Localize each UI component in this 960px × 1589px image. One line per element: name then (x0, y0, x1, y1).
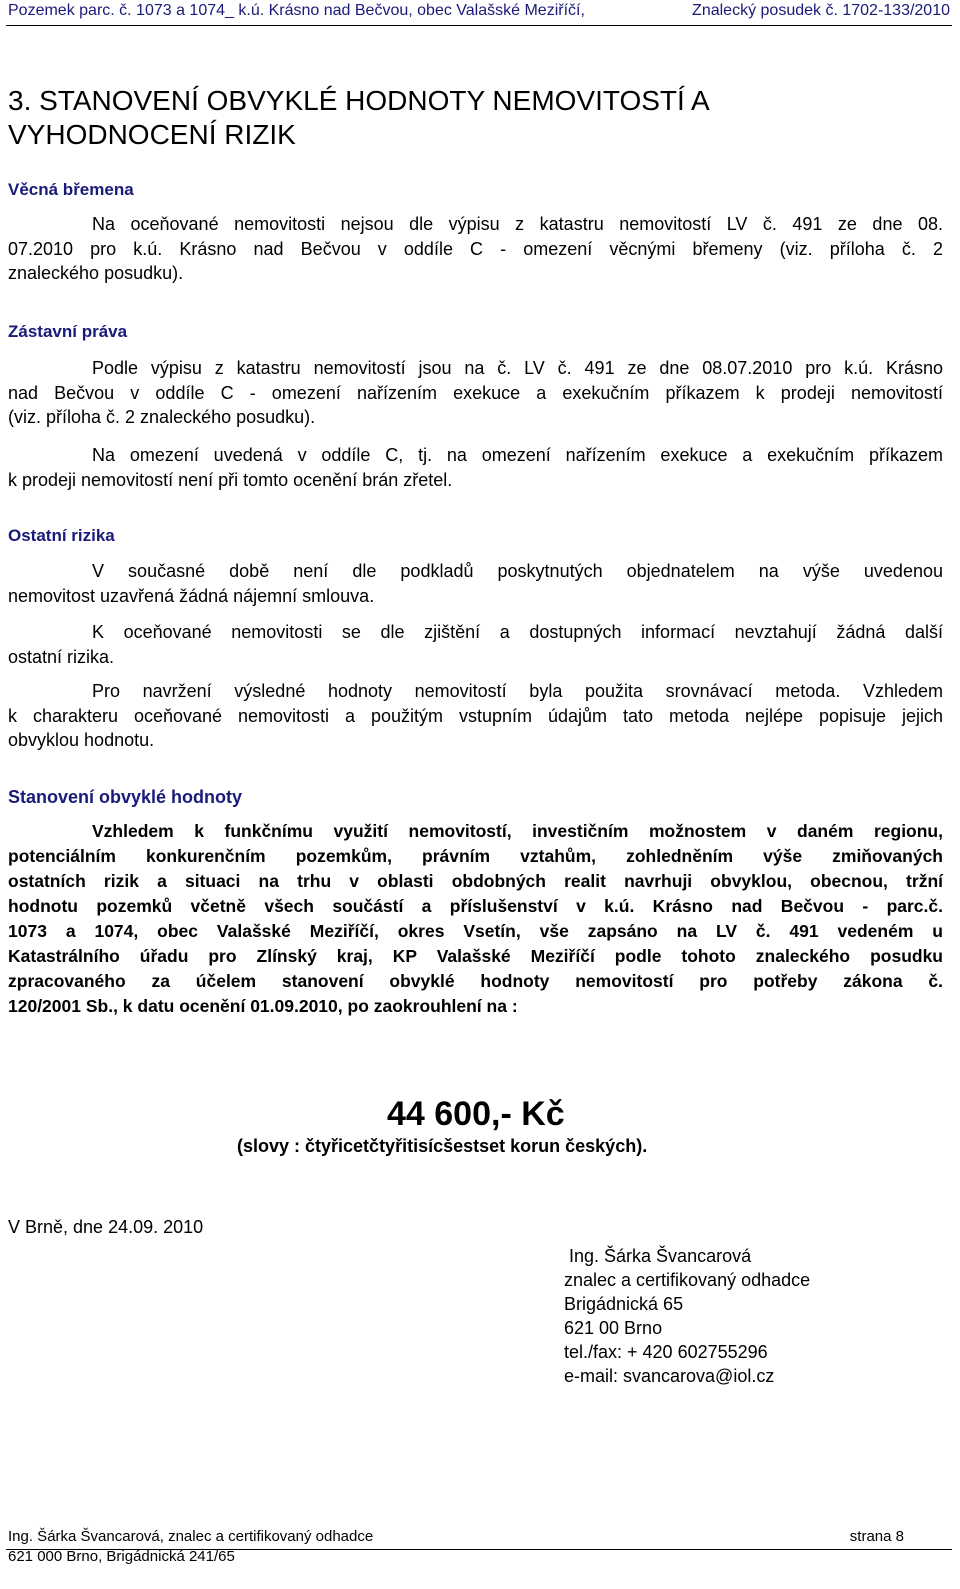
text-line: Na omezení uvedená v oddíle C, tj. na omezení nařízením exekuce a exekučním příkazem (92, 445, 943, 465)
text-line: znaleckého posudku). (8, 263, 184, 283)
page-title-line-2: VYHODNOCENÍ RIZIK (8, 119, 296, 150)
text-line: Vzhledem k funkčnímu využití nemovitostí, investičním možnostem v daném regionu, (92, 821, 943, 841)
stanoveni-paragraph (8, 819, 943, 1019)
header-right: Znalecký posudek č. 1702-133/2010 (692, 2, 950, 19)
header-divider (6, 25, 952, 26)
text-line: Katastrálního úřadu pro Zlínský kraj, KP Valašské Meziříčí podle tohoto znaleckého posudku (8, 946, 943, 966)
footer-author: Ing. Šárka Švancarová, znalec a certifikovaný odhadce (8, 1528, 374, 1545)
signature-role: znalec a certifikovaný odhadce (564, 1270, 811, 1290)
text-line: nemovitost uzavřená žádná nájemní smlouva. (8, 585, 375, 606)
text-line: 07.2010 pro k.ú. Krásno nad Bečvou v oddíle C - omezení věcnými břemeny (viz. příloha č. 2 (8, 238, 943, 259)
text-line: obvyklou hodnotu. (8, 730, 155, 750)
page-title-line-1: 3. STANOVENÍ OBVYKLÉ HODNOTY NEMOVITOSTÍ A (8, 85, 710, 116)
final-value-words: (slovy : čtyřicetčtyřitisícšestset korun českých). (237, 1136, 648, 1156)
text-line: Pro navržení výsledné hodnoty nemovitostí byla použita srovnávací metoda. Vzhledem (92, 681, 943, 701)
ostatni-rizika-paragraph-2 (8, 620, 943, 669)
zastavni-prava-paragraph-2 (8, 443, 943, 492)
final-value: 44 600,- Kč (387, 1095, 565, 1133)
text-line: 1073 a 1074, obec Valašské Meziříčí, okres Vsetín, vše zapsáno na LV č. 491 vedeném u (8, 921, 943, 941)
header-left: Pozemek parc. č. 1073 a 1074_ k.ú. Krásno nad Bečvou, obec Valašské Meziříčí, (8, 2, 585, 19)
signature-phone: tel./fax: + 420 602755296 (564, 1342, 768, 1362)
text-line: hodnotu pozemků včetně všech součástí a příslušenství v k.ú. Krásno nad Bečvou - parc.č. (8, 896, 943, 916)
text-line: (viz. příloha č. 2 znaleckého posudku). (8, 407, 316, 427)
text-line: Podle výpisu z katastru nemovitostí jsou na č. LV č. 491 ze dne 08.07.2010 pro k.ú. Krásno (92, 358, 943, 378)
signature-street: Brigádnická 65 (564, 1294, 684, 1314)
text-line: k charakteru oceňované nemovitosti a použitým vstupním údajům tato metoda nejlépe popisuje jejich (8, 705, 943, 726)
signature-city: 621 00 Brno (564, 1318, 663, 1338)
ostatni-rizika-paragraph-3 (8, 679, 943, 753)
text-line: Na oceňované nemovitosti nejsou dle výpisu z katastru nemovitostí LV č. 491 ze dne 08. (92, 214, 943, 234)
text-line: ostatní rizika. (8, 646, 115, 667)
signature-email: e-mail: svancarova@iol.cz (564, 1366, 775, 1386)
section-heading-vecna-bremena: Věcná břemena (8, 180, 134, 199)
section-heading-stanoveni: Stanovení obvyklé hodnoty (8, 787, 243, 807)
vecna-bremena-paragraph (8, 212, 943, 286)
text-line: zpracovaného za účelem stanovení obvyklé hodnoty nemovitostí pro potřeby zákona č. (8, 971, 943, 991)
place-date: V Brně, dne 24.09. 2010 (8, 1217, 204, 1237)
footer-page-number: strana 8 (849, 1528, 904, 1545)
text-line: ostatních rizik a situaci na trhu v oblasti obdobných realit navrhuji obvyklou, obecnou, tržní (8, 871, 943, 891)
zastavni-prava-paragraph-1 (8, 356, 943, 430)
text-line: 120/2001 Sb., k datu ocenění 01.09.2010, po zaokrouhlení na : (8, 996, 518, 1016)
text-line: k prodeji nemovitostí není při tomto ocenění brán zřetel. (8, 469, 453, 490)
text-line: potenciálním konkurenčním pozemkům, právním vztahům, zohledněním výše zmiňovaných (8, 846, 943, 866)
signature-name: Ing. Šárka Švancarová (569, 1246, 752, 1266)
text-line: K oceňované nemovitosti se dle zjištění a dostupných informací nevztahují žádná další (92, 622, 943, 642)
section-heading-ostatni-rizika: Ostatní rizika (8, 526, 115, 545)
section-heading-zastavni-prava: Zástavní práva (8, 322, 128, 341)
text-line: V současné době není dle podkladů poskytnutých objednatelem na výše uvedenou (92, 561, 943, 581)
ostatni-rizika-paragraph-1 (8, 559, 943, 608)
footer-address: 621 000 Brno, Brigádnická 241/65 (8, 1548, 235, 1565)
text-line: nad Bečvou v oddíle C - omezení nařízením exekuce a exekučním příkazem k prodeji nemovitostí (8, 382, 943, 403)
